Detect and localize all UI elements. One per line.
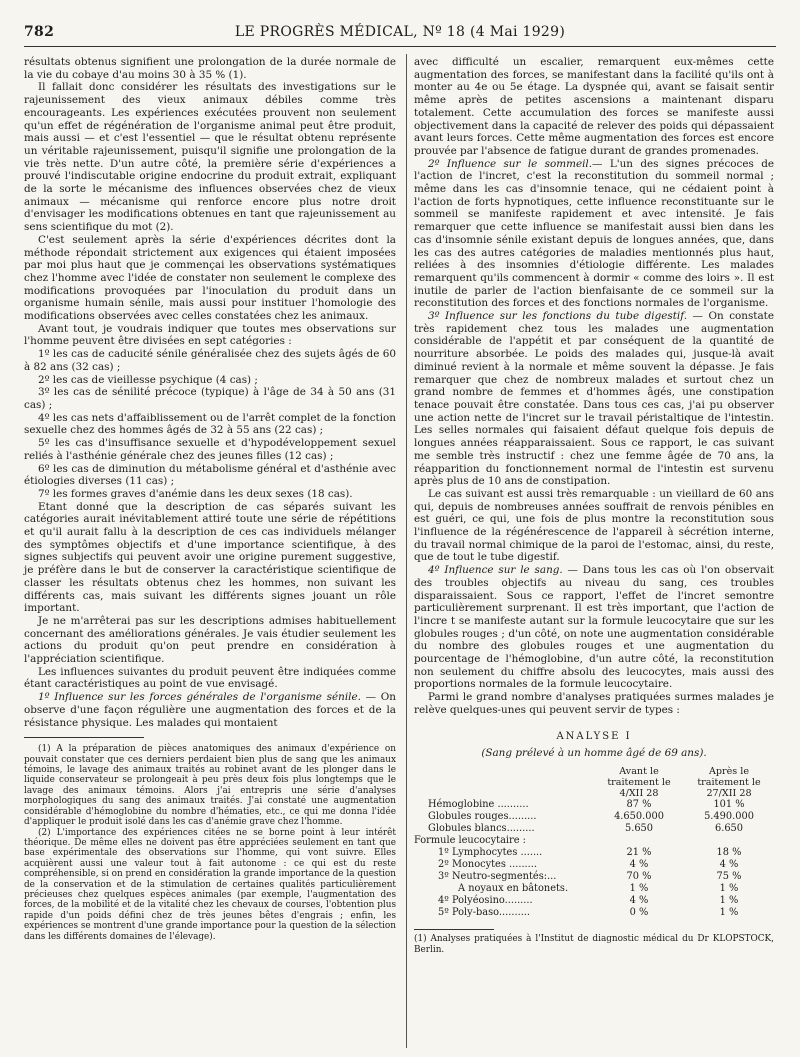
section-heading: 4º Influence sur le sang. — [428,564,578,577]
category-item: 1º les cas de caducité sénile généralisée chez des sujets âgés de 60 à 82 ans (32 cas) ; [24,348,396,373]
paragraph: Le cas suivant est aussi très remarquable : un vieillard de 60 ans qui, depuis de nombreuses années souffrait de renvois pénibles en est guéri, ce qui, une fois de plus montre la reconstitution sous l'influence de la régénérescence de l'appareil à sécrétion interne, du travail normal chimique de la paroi de l'estomac, ainsi, du reste, que de tout le tube digestif. [414,487,774,564]
value-after: 6.650 [714,822,744,834]
category-item: 6º les cas de diminution du métabolisme général et d'asthénie avec étiologies diverses (11 cas) ; [24,462,396,488]
paragraph [24,691,396,729]
row-label: Globules rouges......... [428,810,537,822]
value-after: 101 % [713,798,745,810]
value-after: 1 % [719,906,739,918]
value-before: 87 % [626,798,652,810]
row-label: 1º Lymphocytes ....... [438,846,543,858]
row-label: 4º Polyéosino......... [438,894,533,906]
table-row [414,871,774,883]
table-header-cell [414,766,594,799]
header-rule [24,46,776,47]
paragraph: Il fallait donc considérer les résultats des investigations sur le rajeunissement des vieux animaux débiles comme très encourageants. Les expériences exécutées prouvent non seulement qu'un effet de régénération de l'organisme animal peut être produit, mais aussi — et c'est l'essentiel — que le résultat obtenu représente un véritable rajeunissement, puisqu'il signifie une prolongation de la vie très nette. D'un autre côté, la première série d'expériences a prouvé l'indiscutable origine endocrine du produit extrait, expliquant de la sorte le mécanisme des influences observées chez de vieux animaux — mécanisme qui renforce encore plus notre droit d'envisager les modifications obtenues en tant que rajeunissement au sens scientifique du mot (2). [24,81,396,234]
footnote-text: (1) Analyses pratiquées à l'Institut de diagnostic médical du Dr KLOPSTOCK, Berlin. [414,933,774,955]
analysis-title: ANALYSE I [556,730,632,742]
value-after: 1 % [719,882,739,894]
category-item: 7º les formes graves d'anémie dans les deux sexes (18 cas). [38,487,353,500]
analysis-subtitle: (Sang prélevé à un homme âgé de 69 ans). [481,747,707,760]
paragraph-text: Dans tous les cas où l'on observait des troubles objectifs au niveau du sang, ces troubles disparaissaient. Sous ce rapport, l'effet de l'incret semontre particulièrement surprenant. Il est très important, que l'action de l'incre t se manifeste autant sur la formule leucocytaire que sur les globules rouges ; d'un côté, on note une augmentation considérable du nombre des globules rouges et une augmentation du pourcentage de l'hémoglobine, d'un autre côté, la reconstitution non seulement du chiffre absolu des leucocytes, mais aussi des proportions normales de la formule leucocytaire. [414,564,774,691]
section-heading: 1º Influence sur les forces générales de l'organisme sénile. — [38,691,377,704]
row-label: A noyaux en bâtonets. [458,882,569,894]
paragraph: Parmi le grand nombre d'analyses pratiquées surmes malades je relève quelques-unes qui peuvent servir de types : [414,691,774,716]
page-header [24,24,776,46]
analysis-table [414,766,774,919]
row-label: Formule leucocytaire : [414,834,526,846]
paragraph [414,564,774,691]
table-row [414,835,774,847]
category-item: 3º les cas de sénilité précoce (typique) à l'âge de 34 à 50 ans (31 cas) ; [24,386,396,411]
value-before: 1 % [629,882,649,894]
value-before: 5.650 [624,822,654,834]
table-row [414,895,774,907]
table-row [414,799,774,811]
col-before-header: Avant le traitement le 4/XII 28 [607,765,671,799]
paragraph: Avant tout, je voudrais indiquer que toutes mes observations sur l'homme peuvent être divisées en sept catégories : [24,322,396,348]
paragraph [414,158,774,310]
paragraph: avec difficulté un escalier, remarquent eux-mêmes cette augmentation des forces, se manifestant dans la facilité qu'ils ont à monter au 4e ou 5e étage. La dyspnée qui, avant se faisait sentir même après de petites ascensions a maintenant disparu totalement. Cette accumulation des forces se manifeste aussi objectivement dans la capacité de relever des poids qui dépassaient avant leurs forces. Cette même augmentation des forces est encore prouvée par l'absence de fatigue durant de grandes promenades. [414,56,774,157]
paragraph-text: On observe d'une façon régulière une augmentation des forces et de la résistance physique. Les malades qui montaient [24,691,396,729]
value-before [594,835,684,847]
analysis-rows [414,799,774,919]
footnote-2: (2) L'importance des expériences citées ne se borne point à leur intérêt théorique. De même elles ne doivent pas être appréciées seulement en tant que base expérimentale des observations sur l'homme, qui vont suivre. Elles acquièrent aussi une valeur tout à fait autonome : ce qui est du reste compréhensible, si on prend en considération la grande importance de la question de la conservation et de la stimulation de certaines qualités particulièrement précieuses chez quelques espèces animales (par exemple, l'augmentation des forces, de la mobilité et de la vitalité chez les chevaux de courses, l'obtention plus rapide d'un poids défini chez de très jeunes bêtes d'engrais ; enfin, les expériences se montrent d'une grande importance pour la question de la sélection dans les différents domaines de l'élevage). [24,827,396,942]
col-after-header: Après le traitement le 27/XII 28 [697,765,761,799]
table-row [414,847,774,859]
paragraph: Je ne m'arrêterai pas sur les descriptions admises habituellement concernant des améliorations générales. Je vais étudier seulement les actions du produit qu'on peut prendre en considération à l'appréciation scientifique. [24,614,396,666]
table-row [414,823,774,835]
paragraph: C'est seulement après la série d'expériences décrites dont la méthode répondait strictement aux exigences qui étaient imposées par moi plus haut que je commençai les observations systématiques chez l'homme avec l'idée de constater non seulement le complexe des modifications provoquées par l'inoculation du produit dans un organisme humain sénile, mais aussi pour instituer l'homologie des modifications observées avec celles constatées chez les animaux. [24,233,396,323]
table-header-row [414,766,774,799]
row-label: Hémoglobine .......... [428,798,529,810]
value-after: 18 % [716,846,742,858]
value-after: 75 % [716,870,742,882]
category-item: 5º les cas d'insuffisance sexuelle et d'hypodéveloppement sexuel reliés à l'asthénie générale chez des jeunes filles (12 cas) ; [24,437,396,462]
paragraph-text: On constate très rapidement chez tous les malades une augmentation considérable de l'appétit et par conséquent de la quantité de nourriture absorbée. Le poids des malades qui, jusque-là avait diminué revient à la normale et même souvent la dépasse. Je fais remarquer que chez de nombreux malades et surtout chez un grand nombre de femmes et d'hommes âgés, une constipation tenace pouvait être constatée. Dans tous ces cas, j'ai pu observer une action nette de l'incret sur le travail péristaltique de l'intestin. Les selles normales qui faisaient défaut quelque fois depuis de longues années réapparaissaient. Sous ce rapport, le cas suivant me semble très instructif : chez une femme âgée de 70 ans, la réapparition du fonctionnement normal de l'intestin est survenu après plus de 10 ans de constipation. [414,310,774,488]
paragraph [414,310,774,488]
section-heading: 2º Influence sur le sommeil.— [428,157,603,170]
table-row [414,859,774,871]
category-item: 4º les cas nets d'affaiblissement ou de l'arrêt complet de la fonction sexuelle chez des hommes âgés de 32 à 55 ans (22 cas) ; [24,411,396,437]
value-after [684,835,774,847]
paragraph: Les influences suivantes du produit peuvent être indiquées comme étant caractéristiques au point de vue envisagé. [24,665,396,691]
category-item: 2º les cas de vieillesse psychique (4 cas) ; [38,373,258,386]
row-label: 3º Neutro-segmentés:... [438,870,557,882]
value-before: 4 % [629,894,649,906]
section-heading: 3º Influence sur les fonctions du tube digestif. — [428,310,703,323]
left-column [24,56,396,942]
footnote-rule [414,929,494,930]
row-label: 2º Monocytes ......... [438,858,538,870]
paragraph-text: L'un des signes précoces de l'action de l'incret, c'est la reconstitution du sommeil normal ; même dans les cas d'insomnie tenace, qui ne cédaient point à l'action de forts hypnotiques, cette influence reconstituante sur le sommeil se manifeste rapidement et avec intensité. Je fais remarquer que cette influence se manifestait aussi bien dans les cas d'insomnie sénile existant depuis de longues années, que, dans les cas des autres catégories de maladies mentionnés plus haut, reliées à des insomnies d'étiologie différente. Les malades remarquent qu'ils commencent à dormir « comme des loirs ». Il est inutile de parler de l'action bienfaisante de ce sommeil sur la reconstitution des forces et des fonctions normales de l'organisme. [414,157,774,310]
row-label: 5º Poly-baso.......... [438,906,531,918]
value-after: 1 % [719,894,739,906]
footnote-1: (1) A la préparation de pièces anatomiques des animaux d'expérience on pouvait constater que ces derniers perdaient bien plus de sang que les animaux témoins, le lavage des animaux traités au robinet avant de les plonger dans le liquide conservateur se prolongeait à peu près deux fois plus longtemps que le lavage des animaux témoins. Alors j'ai entrepris une série d'analyses morphologiques du sang des animaux traités. J'ai constaté une augmentation considérable d'hémoglobine du nombre d'hématies, etc., ce qui me donna l'idée d'appliquer le produit isolé dans les cas d'anémie grave chez l'homme. [24,744,396,828]
value-after: 5.490.000 [704,810,754,822]
value-before: 4.650.000 [614,810,664,822]
value-before: 0 % [629,906,649,918]
column-divider [406,54,407,1048]
value-after: 4 % [719,858,739,870]
value-before: 4 % [629,858,649,870]
paragraph: résultats obtenus signifient une prolongation de la durée normale de la vie du cobaye d'au moins 30 à 35 % (1). [24,56,396,81]
table-row [414,907,774,919]
footnote-rule [24,737,144,738]
value-before: 70 % [626,870,652,882]
right-column [414,56,774,955]
analysis-footnote [414,929,774,955]
value-before: 21 % [626,846,652,858]
table-row [414,883,774,895]
table-row [414,811,774,823]
paragraph: Etant donné que la description de cas séparés suivant les catégories aurait inévitablement attiré toute une série de répétitions et qu'il aurait fallu à la description de ces cas individuels mélanger des symptômes objectifs et d'une importance scientifique, à des signes subjectifs qui peuvent avoir une origine purement suggestive, je préfère dans le but de conserver la caractéristique scientifique de classer les résultats obtenus chez les hommes, non suivant les différents cas, mais suivant les différents signes jouant un rôle important. [24,500,396,615]
journal-title: LE PROGRÈS MÉDICAL, Nº 18 (4 Mai 1929) [234,24,566,40]
row-label: Globules blancs......... [428,822,535,834]
page-number: 782 [24,24,55,40]
